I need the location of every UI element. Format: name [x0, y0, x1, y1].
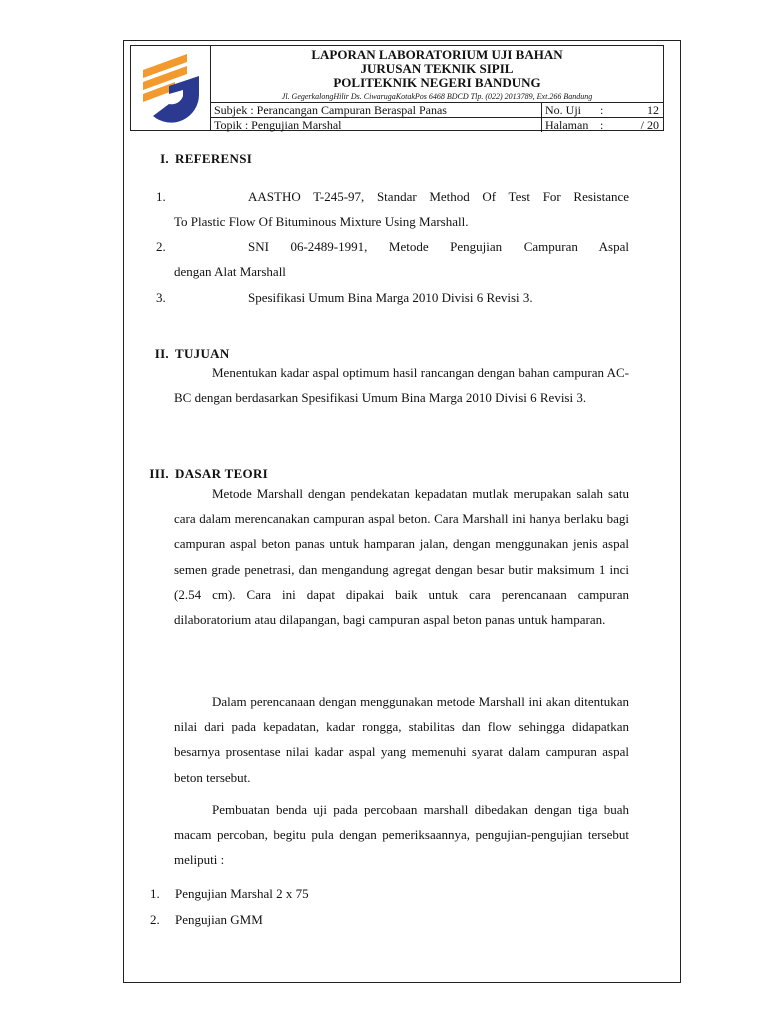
reference-item [156, 234, 629, 284]
reference-item [156, 285, 629, 310]
tujuan-paragraph: Menentukan kadar aspal optimum hasil rancangan dengan bahan campuran AC-BC dengan berdasarkan Spesifikasi Umum Bina Marga 2010 Divisi 6 Revisi 3. [174, 365, 629, 406]
section-title: DASAR TEORI [175, 466, 268, 481]
halaman-value: / 20 [640, 118, 659, 132]
list-text: Pengujian GMM [175, 912, 263, 927]
section-title: REFERENSI [175, 151, 253, 166]
lab-title: LAPORAN LABORATORIUM UJI BAHAN [311, 47, 563, 62]
dasar-teori-paragraph: Dalam perencanaan dengan menggunakan metode Marshall ini akan ditentukan nilai dari pada kepadatan, kadar rongga, stabilitas dan flow sehingga didapatkan besarnya prosentase nilai kadar aspal yang memenuhi syarat dalam campuran aspal beton tersebut. [174, 694, 629, 785]
institution-title: POLITEKNIK NEGERI BANDUNG [333, 75, 541, 90]
section-title: TUJUAN [175, 346, 230, 361]
logo-cell [131, 46, 211, 130]
topic-text: Topik : Pengujian Marshal [214, 118, 342, 132]
subject-row [211, 102, 663, 117]
subject-text: Subjek : Perancangan Campuran Beraspal Panas [214, 103, 447, 117]
list-number: 1. [150, 886, 160, 901]
report-header [130, 45, 664, 131]
reference-item [156, 184, 629, 234]
reference-number: 2. [156, 239, 166, 254]
header-divider [541, 118, 542, 132]
no-uji-label: No. Uji [545, 103, 581, 117]
section-number: II. [154, 346, 169, 361]
section-number: I. [160, 151, 169, 166]
reference-text: AASTHO T-245-97, Standar Method Of Test For Resistance [248, 189, 629, 204]
dasar-teori-paragraph: Metode Marshall dengan pendekatan kepadatan mutlak merupakan salah satu cara dalam merencanakan campuran aspal beton. Cara Marshall ini hanya berlaku bagi campuran aspal beton panas untuk hamparan jalan, dengan menggunakan jenis aspal semen grade penetrasi, dan mengandung agregat dengan besar butir maksimum 1 inci (2.54 cm). Cara ini dapat dipakai baik untuk cara perencanaan campuran dilaboratorium atau dilapangan, bagi campuran aspal beton panas untuk hamparan. [174, 486, 629, 628]
header-divider [541, 103, 542, 117]
polban-logo-icon [139, 52, 203, 124]
dasar-teori-paragraph: Pembuatan benda uji pada percobaan marshall dibedakan dengan tiga buah macam percoban, begitu pula dengan pemeriksaannya, pengujian-pengujian tersebut meliputi : [174, 802, 629, 868]
institution-address: Jl. GegerkalongHilir Ds. CiwarugaKotakPos 6468 BDCD Tlp. (022) 2013789, Ext.266 Bandung [281, 92, 593, 101]
reference-text: SNI 06-2489-1991, Metode Pengujian Campuran Aspal [248, 239, 629, 254]
no-uji-value: 12 [647, 103, 659, 117]
no-uji-colon: : [600, 103, 604, 117]
reference-number: 1. [156, 189, 166, 204]
reference-number: 3. [156, 290, 166, 305]
reference-text-continued: dengan Alat Marshall [174, 264, 286, 279]
list-number: 2. [150, 912, 160, 927]
topic-row [211, 117, 663, 132]
department-title: JURUSAN TEKNIK SIPIL [360, 61, 514, 76]
section-number: III. [149, 466, 169, 481]
reference-text-continued: To Plastic Flow Of Bituminous Mixture Using Marshall. [174, 214, 469, 229]
list-text: Pengujian Marshal 2 x 75 [175, 886, 309, 901]
halaman-colon: : [600, 118, 604, 132]
halaman-label: Halaman [545, 118, 589, 132]
header-title-area [211, 46, 663, 102]
reference-text: Spesifikasi Umum Bina Marga 2010 Divisi 6 Revisi 3. [248, 290, 533, 305]
